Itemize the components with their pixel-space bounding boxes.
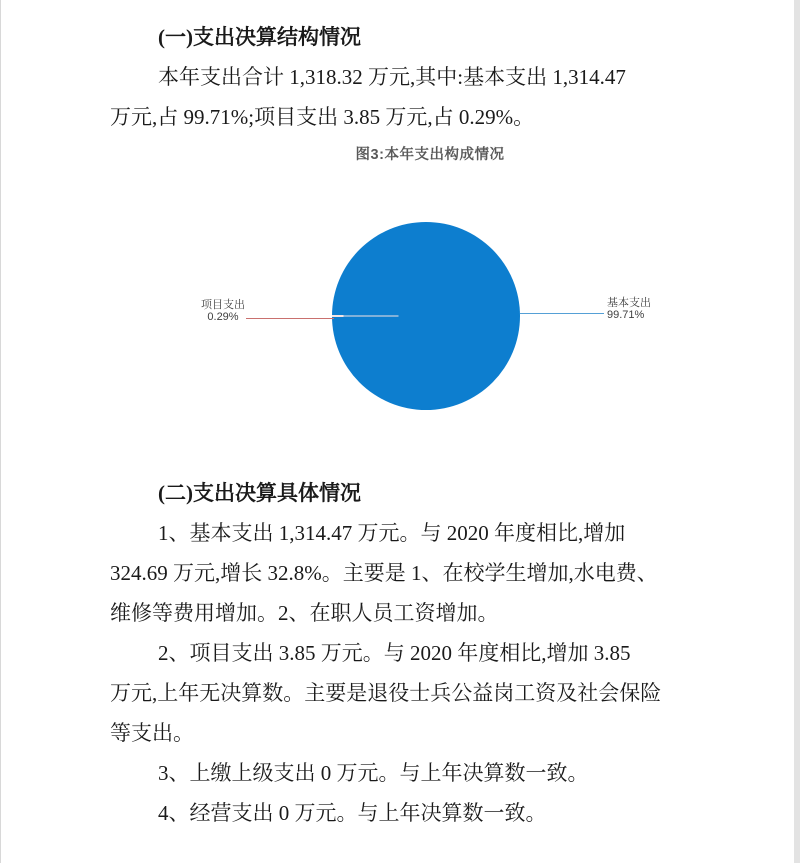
section-2-para3-line: 3、上缴上级支出 0 万元。与上年决算数一致。: [158, 761, 589, 785]
page-edge-right: [794, 0, 800, 863]
leader-line-left: [246, 318, 334, 319]
pie-label-basic-expenditure: [607, 297, 651, 321]
section-1-line: 万元,占 99.71%;项目支出 3.85 万元,占 0.29%。: [110, 105, 535, 129]
leader-line-right: [520, 313, 604, 314]
pie-label-name: 基本支出: [607, 297, 651, 309]
pie-chart: [332, 222, 520, 410]
pie-label-percent: 99.71%: [607, 309, 645, 321]
section-2-para1-line: 324.69 万元,增长 32.8%。主要是 1、在校学生增加,水电费、: [110, 561, 658, 585]
section-1-heading: (一)支出决算结构情况: [158, 25, 361, 49]
section-2-para1-line: 维修等费用增加。2、在职人员工资增加。: [110, 601, 499, 625]
section-1: [110, 17, 710, 137]
pie-label-percent: 0.29%: [207, 311, 239, 323]
section-2-para4-line: 4、经营支出 0 万元。与上年决算数一致。: [158, 801, 547, 825]
section-2-para2-line: 万元,上年无决算数。主要是退役士兵公益岗工资及社会保险: [110, 681, 662, 705]
chart-title: 图3:本年支出构成情况: [355, 147, 505, 163]
page-edge-left: [0, 0, 1, 863]
section-1-line: 本年支出合计 1,318.32 万元,其中:基本支出 1,314.47: [158, 65, 626, 89]
section-2-para2-line: 2、项目支出 3.85 万元。与 2020 年度相比,增加 3.85: [158, 641, 631, 665]
pie-label-name: 项目支出: [201, 299, 245, 311]
section-2-heading: (二)支出决算具体情况: [158, 481, 361, 505]
pie-label-project-expenditure: [194, 299, 252, 323]
section-2-para2-line: 等支出。: [110, 721, 194, 745]
section-2: [110, 473, 710, 833]
section-2-para1-line: 1、基本支出 1,314.47 万元。与 2020 年度相比,增加: [158, 521, 626, 545]
